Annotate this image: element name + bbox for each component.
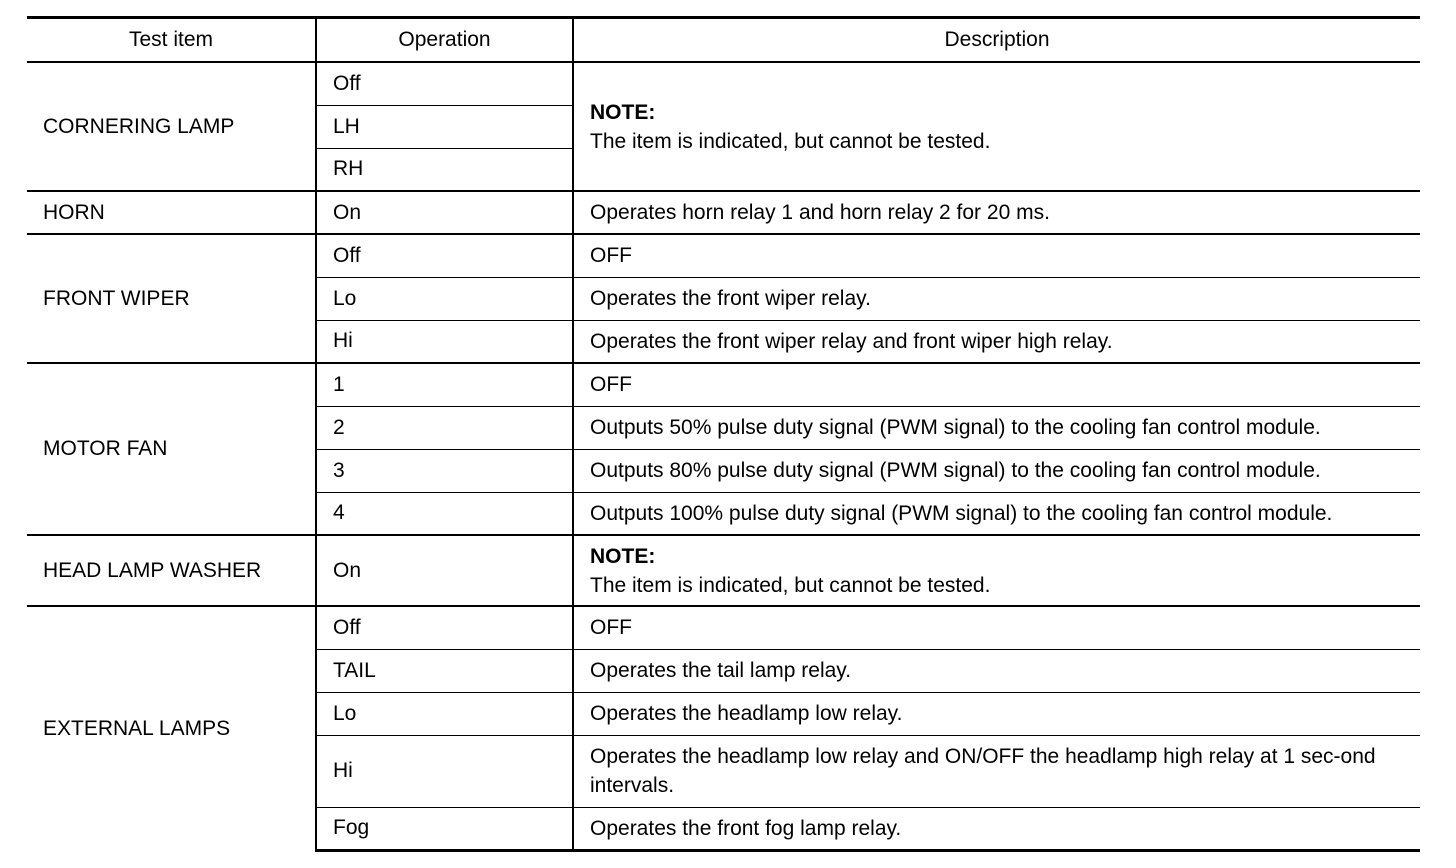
test-item-cell: MOTOR FAN bbox=[27, 363, 316, 535]
table-row bbox=[27, 234, 1420, 277]
table-row bbox=[27, 62, 1420, 105]
description-cell bbox=[573, 535, 1420, 606]
description-cell: Operates the headlamp low relay. bbox=[573, 692, 1420, 735]
description-cell: Outputs 100% pulse duty signal (PWM signal) to the cooling fan control module. bbox=[573, 492, 1420, 535]
operation-cell: Fog bbox=[316, 807, 573, 850]
note-title: NOTE: bbox=[590, 100, 656, 124]
header-description: Description bbox=[573, 18, 1420, 63]
description-cell: Operates the headlamp low relay and ON/OFF the headlamp high relay at 1 sec-ond intervals. bbox=[573, 735, 1420, 807]
operation-cell: 1 bbox=[316, 363, 573, 406]
note-text: The item is indicated, but cannot be tested. bbox=[590, 129, 991, 153]
description-cell: Operates the front fog lamp relay. bbox=[573, 807, 1420, 850]
operation-cell: Hi bbox=[316, 320, 573, 363]
operation-cell: Hi bbox=[316, 735, 573, 807]
table-row bbox=[27, 606, 1420, 649]
test-item-table bbox=[27, 16, 1420, 852]
test-item-cell: HORN bbox=[27, 191, 316, 234]
operation-cell: Off bbox=[316, 234, 573, 277]
description-cell: Operates the front wiper relay. bbox=[573, 277, 1420, 320]
table-row bbox=[27, 535, 1420, 606]
operation-cell: 4 bbox=[316, 492, 573, 535]
operation-cell: RH bbox=[316, 148, 573, 191]
description-cell: OFF bbox=[573, 363, 1420, 406]
operation-cell: Off bbox=[316, 606, 573, 649]
description-cell: OFF bbox=[573, 234, 1420, 277]
table-row bbox=[27, 363, 1420, 406]
operation-cell: On bbox=[316, 191, 573, 234]
description-cell: Operates horn relay 1 and horn relay 2 for 20 ms. bbox=[573, 191, 1420, 234]
operation-cell: 3 bbox=[316, 449, 573, 492]
description-cell: Outputs 50% pulse duty signal (PWM signal) to the cooling fan control module. bbox=[573, 406, 1420, 449]
description-cell bbox=[573, 62, 1420, 191]
test-item-cell: FRONT WIPER bbox=[27, 234, 316, 363]
operation-cell: Lo bbox=[316, 692, 573, 735]
description-cell: OFF bbox=[573, 606, 1420, 649]
operation-cell: 2 bbox=[316, 406, 573, 449]
operation-cell: TAIL bbox=[316, 649, 573, 692]
test-item-cell: CORNERING LAMP bbox=[27, 62, 316, 191]
operation-cell: Lo bbox=[316, 277, 573, 320]
note-title: NOTE: bbox=[590, 544, 656, 568]
test-item-cell: EXTERNAL LAMPS bbox=[27, 606, 316, 850]
description-cell: Operates the front wiper relay and front wiper high relay. bbox=[573, 320, 1420, 363]
table-row bbox=[27, 191, 1420, 234]
description-cell: Operates the tail lamp relay. bbox=[573, 649, 1420, 692]
description-cell: Outputs 80% pulse duty signal (PWM signal) to the cooling fan control module. bbox=[573, 449, 1420, 492]
header-operation: Operation bbox=[316, 18, 573, 63]
operation-cell: LH bbox=[316, 105, 573, 148]
header-row bbox=[27, 18, 1420, 63]
header-test-item: Test item bbox=[27, 18, 316, 63]
operation-cell: On bbox=[316, 535, 573, 606]
operation-cell: Off bbox=[316, 62, 573, 105]
test-item-cell: HEAD LAMP WASHER bbox=[27, 535, 316, 606]
note-text: The item is indicated, but cannot be tested. bbox=[590, 573, 991, 597]
